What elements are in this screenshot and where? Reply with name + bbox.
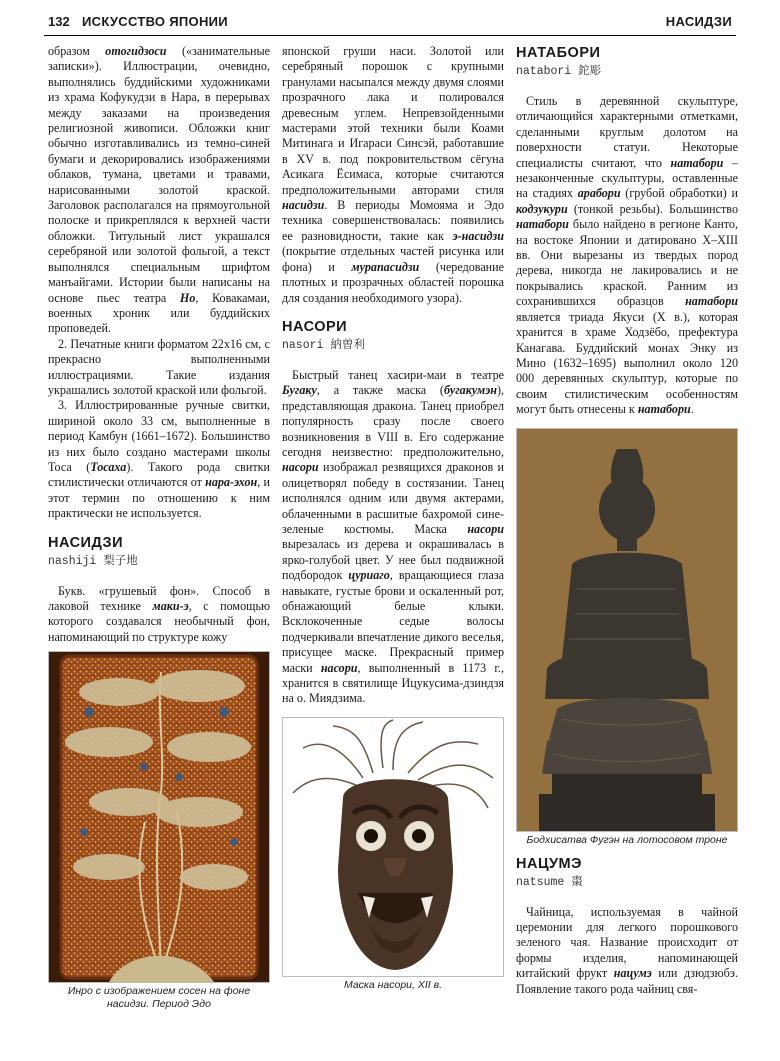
entry-title-nasori: НАСОРИ [282,318,348,335]
running-header [44,14,736,34]
emphasized-term: цуриаго [348,568,390,583]
entry-romaji-natsume [516,873,738,889]
emphasized-term: насори [467,521,504,536]
emphasized-term: Бугаку [282,383,317,398]
romaji-text: natabori [516,65,572,78]
romaji-text: natsume [516,875,565,889]
emphasized-term: отогидзоси [105,44,167,58]
paragraph-otogizoshi: образом отогидзоси («занимательные записки»). Иллюстрации, очевидно, выполнялись буддийскими художниками из храма Кофукудзи в Нара, в перерывах между заказами на произведения религиозной живописи. Обложки книг обычно изготавливались из темно-синей бумаги и декорировались изображениями облаков, тумана, цветами и травами, нарисованными золотой краской. Заголовок располагался на прямоугольной полоске и прикреплялся к верхней части обложки. Титульный лист украшался серебряной или золотой фольгой, а текст выполнялся специальным шрифтом манъайгами. Истории были написаны на основе пьес театра Но, Ковакамаи, военных хроник или буддийских проповедей. [48,44,270,336]
emphasized-term: натабори [685,294,738,309]
caption-bodhisattva: Бодхисатва Фугэн на лотосовом троне [526,833,728,846]
emphasized-term: натабори [637,402,691,417]
column-2 [282,44,504,992]
emphasized-term: мураnасидзи [351,259,420,274]
inro-illustration [49,652,269,982]
emphasized-term: нара-эхон [205,475,258,490]
mask-illustration [283,718,503,976]
emphasized-term: насори [320,660,358,675]
romaji-text: nashiji [48,554,97,568]
emphasized-term: Тосаха [90,459,127,474]
page-number: 132 [48,14,70,29]
emphasized-term: натабори [670,155,724,170]
paragraph-scrolls: 3. Иллюстрированные ручные свитки, шириной около 33 см, выполненные в период Камбун (1661–1672). Большинство из них было создано мастерами школы Тоса (Тосаха). Такого рода свитки стилистически отличаются от нара-эхон, и этот термин по отношению к ним практически не используется. [48,398,270,521]
kanji-text: 棗 [571,873,583,888]
nasori-mask-image [282,717,504,977]
emphasized-term: кодзукури [516,201,568,216]
kanji-text: 納曽利 [330,336,365,351]
header-rule [44,35,736,36]
entry-romaji-nasori [282,336,504,352]
paragraph-nashiji: Букв. «грушевый фон». Способ в лаковой технике маки-э, с помощью которого создавался необычный фон, напоминающий по структуре кожу [48,583,270,644]
entry-title-natabori: НАТАБОРИ [516,45,601,61]
entry-romaji-nashiji [48,552,270,568]
paragraph-natsume: Чайница, используемая в чайной церемонии для легкого порошкового зеленого чая. Название происходит от формы изделия, напоминающей китайский фрукт нацумэ или дзюдзюбэ. Появление такого рода чайниц свя- [516,904,738,996]
emphasized-term: насидзи [282,198,325,213]
caption-mask: Маска насори, XII в. [343,978,443,991]
caption-inro: Инро с изображением сосен на фоне насидзи. Период Эдо [67,985,251,1011]
entry-title-natsume: НАЦУМЭ [516,855,582,872]
paragraph-natabori: Стиль в деревянной скульптуре, отличающийся характерными отметками, сделанными круглым долотом на поверхности статуи. Некоторые специалисты считают, что натабори – незаконченные скульптуры, оставленные на стадиях арабори (грубой обработки) и кодзукури (тонкой резьбы). Большинство натабори было найдено в регионе Канто, на востоке Японии и датировано X–XIII вв. Они вырезаны из твердых пород дерева, никогда не лакировались и не покрывались краской. Ранним из сохранившихся образцов натабори является триада Якуси (X в.), которая хранится в храме Ходзёбо, префектура Канагава. Буддийский монах Энку из Мино (1632–1695) выполнил около 120 000 деревянных скульптур, которые по своим стилистическим особенностям могут быть отнесены к натабори. [516,94,738,417]
kanji-text: 鉈彫 [578,63,602,77]
emphasized-term: бугакумэн [443,383,497,398]
entry-romaji-natabori [516,62,738,78]
emphasized-term: арабори [577,186,621,201]
paragraph-nashiji-continued: японской груши наси. Золотой или серебряный порошок с крупными гранулами насыпался между двумя слоями прозрачного лака и полировался древесным углем. Непревзойденными мастерами этой техники были Коами Митинага и Игараси Синсэй, работавшие в XV в. под покровительством сёгуна Асикага Ёсимаса, которые считаются предположительными авторами стиля насидзи. В периоды Момояма и Эдо техника совершенствовалась: появились ее разновидности, такие как э-насидзи (покрытие отдельных частей рисунка или фона) и мураnасидзи (чередование плотных и прозрачных областей порошка для создания необходимого узора). [282,44,504,305]
emphasized-term: Но [179,290,196,305]
emphasized-term: маки-э [152,599,189,613]
paragraph-nasori: Быстрый танец хасири-маи в театре Бугаку, а также маска (бугакумэн), представляющая дракона. Танец приобрел популярность сразу после своего возникновения в VIII в. Его содержание сегодня неизвестно: предположительно, насори изображал резвящихся драконов и олицетворял победу в состязании. Танец исполнялся одним или двумя актерами, облаченными в расшитые бахромой сине-зеленые костюмы. Маска насори вырезалась из дерева и окрашивалась в ярко-голубой цвет. У нее был подвижной подбородок цуриаго, вращающиеся глаза навыкате, густые брови и оскаленный рот, обнажающий белые клыки. Всклокоченные седые волосы подчеркивали впечатление дикого веселья, присущее маске. Прекрасный пример маски насори, выполненный в 1173 г., хранится в святилище Ицукусима-дзиндзя на о. Миядзима. [282,367,504,706]
romaji-text: nasori [282,338,324,352]
book-title: ИСКУССТВО ЯПОНИИ [82,14,228,29]
emphasized-term: э-насидзи [452,228,504,243]
paragraph-printed-books: 2. Печатные книги форматом 22x16 см, с прекрасно выполненными иллюстрациями. Такие издания украшались золотой краской или фольгой. [48,336,270,397]
emphasized-term: натабори [516,217,569,232]
kanji-text: 梨子地 [103,552,138,567]
section-title: НАСИДЗИ [665,14,732,29]
inro-pine-image [48,651,270,983]
bodhisattva-statue-image [516,428,738,832]
emphasized-term: насори [282,460,319,475]
statue-illustration [517,429,737,831]
column-3 [516,44,738,997]
entry-title-nashiji: НАСИДЗИ [48,534,123,551]
emphasized-term: нацумэ [613,966,652,981]
column-1 [48,44,270,1011]
